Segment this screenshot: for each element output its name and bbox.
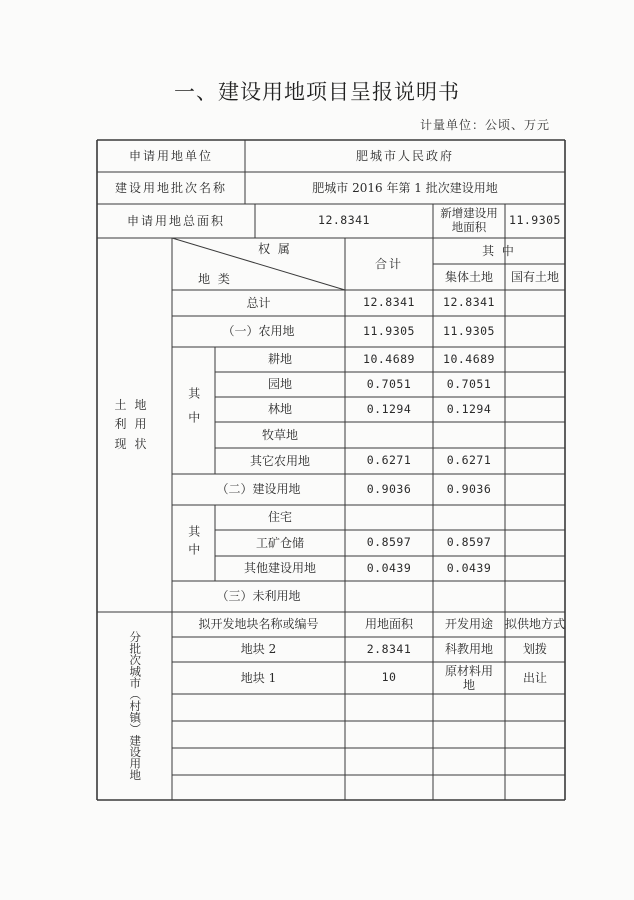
table-cell-state	[505, 422, 565, 448]
table-cell-supply: 出让	[522, 670, 547, 685]
table-cell-collective: 0.6271	[446, 453, 492, 468]
table-cell-name: 地块 1	[240, 670, 277, 685]
table-cell-supply: 划拨	[522, 642, 547, 657]
table-row-label: （三）未利用地	[216, 589, 301, 604]
table-row-label: 其它农用地	[249, 453, 310, 468]
table-cell-collective: 11.9305	[443, 323, 495, 338]
table-cell-use: 科教用地	[444, 642, 493, 657]
plots-col-supply: 拟供地方式	[505, 617, 566, 632]
table-cell-total: 0.1294	[366, 401, 412, 416]
table-cell-state	[505, 397, 565, 422]
table-cell-collective	[433, 581, 505, 612]
table-row-label: 林地	[267, 402, 292, 417]
collective-col-header: 集体土地	[444, 269, 493, 284]
page-title: 一、建设用地项目呈报说明书	[174, 80, 460, 104]
category-label: 地 类	[198, 271, 232, 286]
table-cell-collective	[433, 422, 505, 448]
table-cell-total	[345, 422, 433, 448]
applicant-label: 申请用地单位	[128, 148, 213, 163]
among-side-2	[172, 505, 215, 581]
table-cell-total	[345, 581, 433, 612]
table-cell-total: 0.7051	[366, 376, 412, 391]
table-row-label: 其他建设用地	[243, 561, 316, 576]
plots-col-name: 拟开发地块名称或编号	[198, 617, 319, 632]
table-cell-name	[172, 721, 345, 748]
landuse-section-text: 土地利用现状	[114, 398, 155, 451]
table-cell-use: 原材料用地	[444, 663, 493, 692]
table-cell-collective: 0.1294	[446, 401, 492, 416]
plots-col-use: 开发用途	[444, 617, 493, 632]
table-cell-total: 0.6271	[366, 453, 412, 468]
table-cell-area: 2.8341	[366, 641, 412, 656]
among-side-1-text: 其中	[186, 386, 201, 435]
total-area-label: 申请用地总面积	[126, 213, 225, 228]
among-side-2-text: 其中	[186, 525, 201, 561]
table-row-label: （二）建设用地	[216, 482, 301, 497]
table-cell-state	[505, 448, 565, 474]
table-cell-total: 0.0439	[366, 560, 412, 575]
table-cell-state	[505, 316, 565, 347]
table-row-label: 园地	[267, 377, 292, 392]
table-cell-name	[172, 694, 345, 721]
table-cell-name	[172, 775, 345, 800]
table-cell-state	[505, 581, 565, 612]
table-cell-collective: 10.4689	[443, 351, 495, 366]
table-cell-collective: 0.0439	[446, 560, 492, 575]
table-row-label: 住宅	[267, 510, 292, 525]
table-cell-total: 11.9305	[363, 323, 415, 338]
table-cell-state	[505, 530, 565, 556]
ownership-label: 权 属	[258, 241, 292, 256]
plots-col-area: 用地面积	[364, 617, 413, 632]
table-row-label: 工矿仓储	[255, 535, 304, 550]
table-cell-name	[172, 748, 345, 775]
table-cell-state	[505, 372, 565, 397]
total-area-value: 12.8341	[318, 213, 370, 228]
state-col-header: 国有土地	[510, 269, 559, 284]
batch-label: 建设用地批次名称	[114, 180, 227, 195]
table-cell-collective	[433, 505, 505, 530]
table-cell-collective: 0.7051	[446, 376, 492, 391]
unit-label: 计量单位：公顷、万元	[420, 118, 551, 132]
batch-value: 肥城市 2016 年第 1 批次建设用地	[312, 180, 498, 195]
table-cell-total: 0.9036	[366, 481, 412, 496]
table-cell-state	[505, 474, 565, 505]
table-cell-total: 12.8341	[363, 295, 415, 310]
table-cell-collective: 0.8597	[446, 535, 492, 550]
table-cell-collective: 0.9036	[446, 481, 492, 496]
new-area-label: 新增建设用地面积	[440, 206, 498, 234]
among-col-header: 其 中	[482, 243, 516, 258]
among-side-1	[172, 347, 215, 474]
table-cell-area: 10	[381, 670, 397, 685]
table-cell-state	[505, 556, 565, 581]
table-cell-state	[505, 290, 565, 316]
table-cell-total: 0.8597	[366, 535, 412, 550]
table-row-label: 牧草地	[261, 427, 298, 442]
table-cell-state	[505, 347, 565, 372]
table-cell-collective: 12.8341	[443, 295, 495, 310]
plots-section-label	[97, 612, 172, 800]
table-row-label: 耕地	[267, 352, 292, 367]
landuse-section-label	[97, 238, 172, 612]
table-cell-name: 地块 2	[240, 642, 277, 657]
plots-section-text: 分批次城市（村镇）建设用地	[128, 631, 143, 781]
table-row-label: （一）农用地	[222, 324, 295, 339]
table-cell-state	[505, 505, 565, 530]
new-area-value: 11.9305	[509, 213, 561, 228]
total-col-header: 合计	[374, 256, 403, 271]
table-row-label: 总计	[246, 295, 271, 310]
table-cell-total	[345, 505, 433, 530]
applicant-value: 肥城市人民政府	[355, 148, 454, 163]
table-cell-total: 10.4689	[363, 351, 415, 366]
